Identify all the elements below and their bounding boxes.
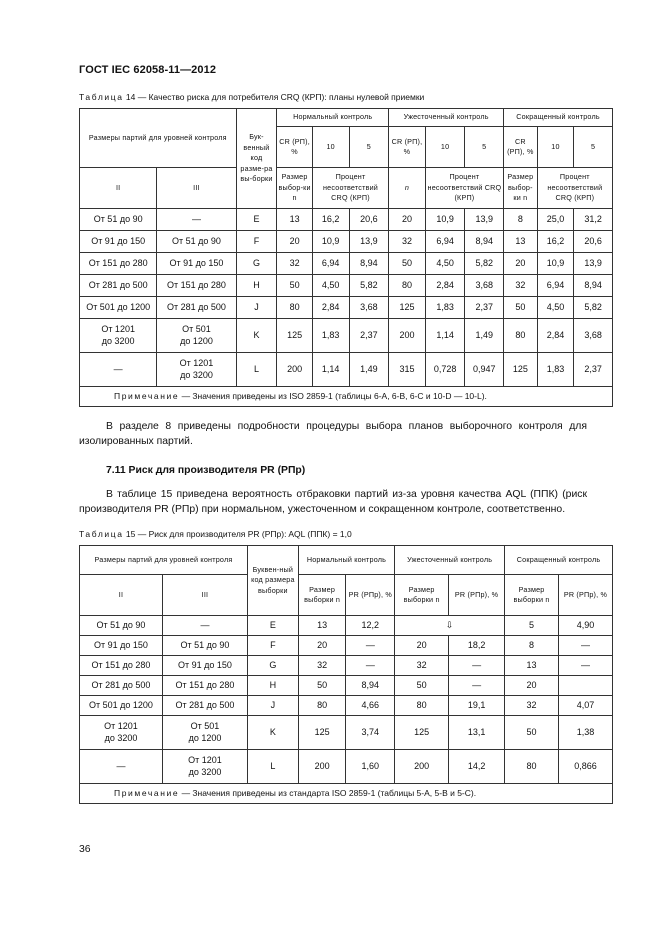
table-cell: E	[247, 616, 298, 636]
table-cell: 13	[277, 209, 313, 231]
table-cell: 16,2	[537, 231, 574, 253]
table-cell: 8,94	[465, 231, 504, 253]
table-row	[80, 716, 613, 750]
table-row	[80, 253, 613, 275]
table-cell: 50	[298, 676, 346, 696]
table-cell: 50	[277, 275, 313, 297]
table-cell: 19,1	[449, 696, 505, 716]
table-cell: 50	[389, 253, 426, 275]
table-cell: От 151 до 280	[162, 676, 247, 696]
header-pr-percent: PR (РПр), %	[558, 575, 612, 616]
table-cell: От 1201 до 3200	[80, 716, 163, 750]
header-normal-control: Нормальный контроль	[298, 546, 394, 575]
table-cell: 3,68	[574, 319, 613, 353]
header-reduced-control: Сокращенный контроль	[505, 546, 613, 575]
table-cell: 20	[298, 636, 346, 656]
table-row	[80, 676, 613, 696]
table-cell: От 51 до 90	[162, 636, 247, 656]
table-cell: От 51 до 90	[80, 616, 163, 636]
table-cell: —	[157, 209, 236, 231]
table-cell: 2,37	[349, 319, 389, 353]
table-cell: 1,49	[349, 353, 389, 387]
table-cell: F	[236, 231, 277, 253]
table-row	[80, 636, 613, 656]
paragraph-text: В разделе 8 приведены подробности процедуры выбора планов выборочного контроля для изолированных партий.	[79, 421, 587, 447]
header-tightened-control: Ужесточенный контроль	[389, 109, 504, 127]
table-14-note	[80, 387, 613, 407]
table-cell: 6,94	[312, 253, 349, 275]
header-cr-5: 5	[349, 127, 389, 168]
table-cell: 18,2	[449, 636, 505, 656]
table-cell: —	[558, 656, 612, 676]
table-cell: 20	[504, 253, 538, 275]
table-cell: От 151 до 280	[157, 275, 236, 297]
table-cell: E	[236, 209, 277, 231]
table-row	[80, 616, 613, 636]
table-cell: G	[236, 253, 277, 275]
note-label: Примечание	[114, 391, 180, 402]
table-row	[80, 297, 613, 319]
table-cell: 13,1	[449, 716, 505, 750]
table-cell: От 1201 до 3200	[80, 319, 157, 353]
table-cell: От 151 до 280	[80, 656, 163, 676]
table-cell: От 91 до 150	[80, 636, 163, 656]
table-cell: 200	[389, 319, 426, 353]
table-cell: 3,74	[346, 716, 395, 750]
header-lot-sizes: Размеры партий для уровней контроля	[80, 546, 248, 575]
section-heading-7-11: 7.11 Риск для производителя PR (РПр)	[106, 465, 306, 476]
table-cell: 16,2	[312, 209, 349, 231]
table-cell: 125	[298, 716, 346, 750]
table-row	[80, 231, 613, 253]
table-cell: G	[247, 656, 298, 676]
table-cell: От 1201 до 3200	[157, 353, 236, 387]
table-cell: 32	[505, 696, 559, 716]
table-cell: 8,94	[346, 676, 395, 696]
table-cell: 32	[298, 656, 346, 676]
table-cell: 20	[389, 209, 426, 231]
header-letter-code: Буквен-ный код размера выборки	[247, 546, 298, 616]
header-lot-sizes: Размеры партий для уровней контроля	[80, 109, 237, 168]
arrow-cell: ⇩	[395, 616, 505, 636]
table-cell: J	[247, 696, 298, 716]
table-cell: 20,6	[574, 231, 613, 253]
table-cell: 80	[277, 297, 313, 319]
table-cell: 1,14	[425, 319, 465, 353]
table-cell: 20	[505, 676, 559, 696]
page-number: 36	[79, 844, 91, 855]
table-cell: От 501 до 1200	[162, 716, 247, 750]
table-cell	[558, 676, 612, 696]
header-sample-size: Размер выборки n	[505, 575, 559, 616]
table-cell: 32	[277, 253, 313, 275]
table-cell: 20	[395, 636, 449, 656]
header-cr-10: 10	[425, 127, 465, 168]
table-row	[80, 209, 613, 231]
table-cell: F	[247, 636, 298, 656]
table-cell: 10,9	[537, 253, 574, 275]
header-cr-10: 10	[537, 127, 574, 168]
table-row	[80, 353, 613, 387]
caption-label: Таблица	[79, 529, 124, 539]
header-cr: CR (РП), %	[504, 127, 538, 168]
header-sample-size: n	[389, 168, 426, 209]
header-normal-control: Нормальный контроль	[277, 109, 389, 127]
table-cell: От 91 до 150	[162, 656, 247, 676]
table-cell: 0,728	[425, 353, 465, 387]
table-15-caption	[79, 529, 352, 539]
table-cell: 1,14	[312, 353, 349, 387]
header-letter-code: Бук-венный код разме-ра вы-борки	[236, 109, 277, 209]
table-cell: 125	[389, 297, 426, 319]
table-cell: —	[558, 636, 612, 656]
table-row	[80, 319, 613, 353]
table-15-body	[80, 616, 613, 784]
table-cell: От 281 до 500	[162, 696, 247, 716]
table-cell: От 501 до 1200	[80, 696, 163, 716]
paragraph-text: В таблице 15 приведена вероятность отбраковки партий из-за уровня качества AQL (ППК) (риск производителя PR (РПр) при нормальном, ужесточенном и сокращенном контроле, соответственно.	[79, 489, 587, 515]
table-row	[80, 656, 613, 676]
table-cell: —	[80, 750, 163, 784]
table-cell: От 281 до 500	[157, 297, 236, 319]
table-cell: K	[236, 319, 277, 353]
header-cr-10: 10	[312, 127, 349, 168]
document-header: ГОСТ IEC 62058-11—2012	[79, 64, 217, 76]
header-cr: CR (РП), %	[277, 127, 313, 168]
table-cell: 2,37	[465, 297, 504, 319]
table-cell: 1,38	[558, 716, 612, 750]
table-row	[80, 696, 613, 716]
table-cell: 125	[395, 716, 449, 750]
table-cell: 2,84	[425, 275, 465, 297]
table-cell: —	[162, 616, 247, 636]
table-cell: 1,83	[537, 353, 574, 387]
table-cell: 50	[504, 297, 538, 319]
table-cell: 4,50	[425, 253, 465, 275]
table-cell: 20	[277, 231, 313, 253]
table-14	[79, 108, 613, 407]
header-percent-crq: Процент несоответствий CRQ (КРП)	[537, 168, 612, 209]
table-cell: 2,84	[537, 319, 574, 353]
table-cell: —	[449, 656, 505, 676]
table-cell: 200	[298, 750, 346, 784]
table-cell: 80	[504, 319, 538, 353]
table-cell: От 51 до 90	[80, 209, 157, 231]
table-cell: 200	[395, 750, 449, 784]
table-cell: 13,9	[349, 231, 389, 253]
table-cell: 8,94	[349, 253, 389, 275]
table-cell: 125	[277, 319, 313, 353]
table-cell: От 281 до 500	[80, 676, 163, 696]
table-cell: —	[346, 656, 395, 676]
table-cell: 5,82	[574, 297, 613, 319]
table-cell: От 151 до 280	[80, 253, 157, 275]
table-cell: 8	[504, 209, 538, 231]
table-cell: 5	[505, 616, 559, 636]
table-cell: 13	[298, 616, 346, 636]
table-cell: 32	[504, 275, 538, 297]
paragraph-section-8-reference	[79, 419, 587, 449]
table-cell: 1,83	[425, 297, 465, 319]
table-cell: 13	[504, 231, 538, 253]
table-cell: 0,866	[558, 750, 612, 784]
table-cell: H	[236, 275, 277, 297]
header-level-2: II	[80, 575, 163, 616]
header-cr: CR (РП), %	[389, 127, 426, 168]
header-tightened-control: Ужесточенный контроль	[395, 546, 505, 575]
table-cell: L	[236, 353, 277, 387]
header-sample-size: Размер выбор-ки n	[504, 168, 538, 209]
table-cell: 80	[389, 275, 426, 297]
table-cell: 6,94	[425, 231, 465, 253]
header-sample-size: Размер выбор-ки n	[277, 168, 313, 209]
table-cell: 10,9	[425, 209, 465, 231]
table-cell: L	[247, 750, 298, 784]
header-percent-crq: Процент несоответствий CRQ (КРП)	[312, 168, 388, 209]
note-text: — Значения приведены из ISO 2859-1 (таблицы 6-А, 6-В, 6-С и 10-D — 10-L).	[179, 391, 487, 402]
table-cell: 125	[504, 353, 538, 387]
header-level-3: III	[157, 168, 236, 209]
table-cell: 4,90	[558, 616, 612, 636]
table-cell: 20,6	[349, 209, 389, 231]
table-cell: От 501 до 1200	[157, 319, 236, 353]
table-cell: 80	[505, 750, 559, 784]
table-cell: 12,2	[346, 616, 395, 636]
table-15	[79, 545, 613, 804]
table-14-caption	[79, 92, 424, 102]
caption-text: 14 — Качество риска для потребителя CRQ (КРП): планы нулевой приемки	[123, 92, 425, 102]
table-cell: От 51 до 90	[157, 231, 236, 253]
table-cell: От 281 до 500	[80, 275, 157, 297]
note-label: Примечание	[114, 788, 180, 799]
table-cell: H	[247, 676, 298, 696]
table-cell: От 501 до 1200	[80, 297, 157, 319]
header-percent-crq: Процент несоответствий CRQ (КРП)	[425, 168, 503, 209]
caption-label: Таблица	[79, 92, 124, 102]
table-cell: 13,9	[465, 209, 504, 231]
table-cell: 4,07	[558, 696, 612, 716]
table-cell: K	[247, 716, 298, 750]
table-cell: 14,2	[449, 750, 505, 784]
table-cell: 5,82	[349, 275, 389, 297]
table-cell: 4,50	[537, 297, 574, 319]
table-row	[80, 750, 613, 784]
table-cell: 13,9	[574, 253, 613, 275]
header-cr-5: 5	[465, 127, 504, 168]
table-cell: J	[236, 297, 277, 319]
header-level-2: II	[80, 168, 157, 209]
table-cell: 8	[505, 636, 559, 656]
table-14-body	[80, 209, 613, 387]
table-cell: 4,66	[346, 696, 395, 716]
header-reduced-control: Сокращенный контроль	[504, 109, 613, 127]
table-cell: 31,2	[574, 209, 613, 231]
table-cell: 13	[505, 656, 559, 676]
table-cell: 32	[395, 656, 449, 676]
table-cell: 4,50	[312, 275, 349, 297]
table-cell: 32	[389, 231, 426, 253]
header-level-3: III	[162, 575, 247, 616]
table-cell: —	[346, 636, 395, 656]
table-cell: От 1201 до 3200	[162, 750, 247, 784]
table-cell: От 91 до 150	[80, 231, 157, 253]
table-cell: 3,68	[349, 297, 389, 319]
table-cell: 2,37	[574, 353, 613, 387]
table-cell: 2,84	[312, 297, 349, 319]
table-cell: —	[80, 353, 157, 387]
header-pr-percent: PR (РПр), %	[449, 575, 505, 616]
header-pr-percent: PR (РПр), %	[346, 575, 395, 616]
table-cell: 5,82	[465, 253, 504, 275]
table-cell: 1,49	[465, 319, 504, 353]
table-cell: 1,83	[312, 319, 349, 353]
table-cell: 6,94	[537, 275, 574, 297]
table-cell: 1,60	[346, 750, 395, 784]
header-sample-size: Размер выборки n	[298, 575, 346, 616]
table-cell: 80	[395, 696, 449, 716]
table-cell: 80	[298, 696, 346, 716]
table-cell: 200	[277, 353, 313, 387]
table-row	[80, 275, 613, 297]
table-15-note	[80, 784, 613, 804]
header-sample-size: Размер выборки n	[395, 575, 449, 616]
table-cell: 50	[505, 716, 559, 750]
table-cell: 0,947	[465, 353, 504, 387]
paragraph-table-15-intro	[79, 487, 587, 517]
table-cell: 10,9	[312, 231, 349, 253]
table-cell: 25,0	[537, 209, 574, 231]
table-cell: 3,68	[465, 275, 504, 297]
table-cell: —	[449, 676, 505, 696]
table-cell: 315	[389, 353, 426, 387]
note-text: — Значения приведены из стандарта ISO 2859-1 (таблицы 5-А, 5-В и 5-С).	[179, 788, 477, 799]
table-cell: От 91 до 150	[157, 253, 236, 275]
table-cell: 8,94	[574, 275, 613, 297]
header-cr-5: 5	[574, 127, 613, 168]
caption-text: 15 — Риск для производителя PR (РПр): AQL (ППК) = 1,0	[123, 529, 352, 539]
table-cell: 50	[395, 676, 449, 696]
